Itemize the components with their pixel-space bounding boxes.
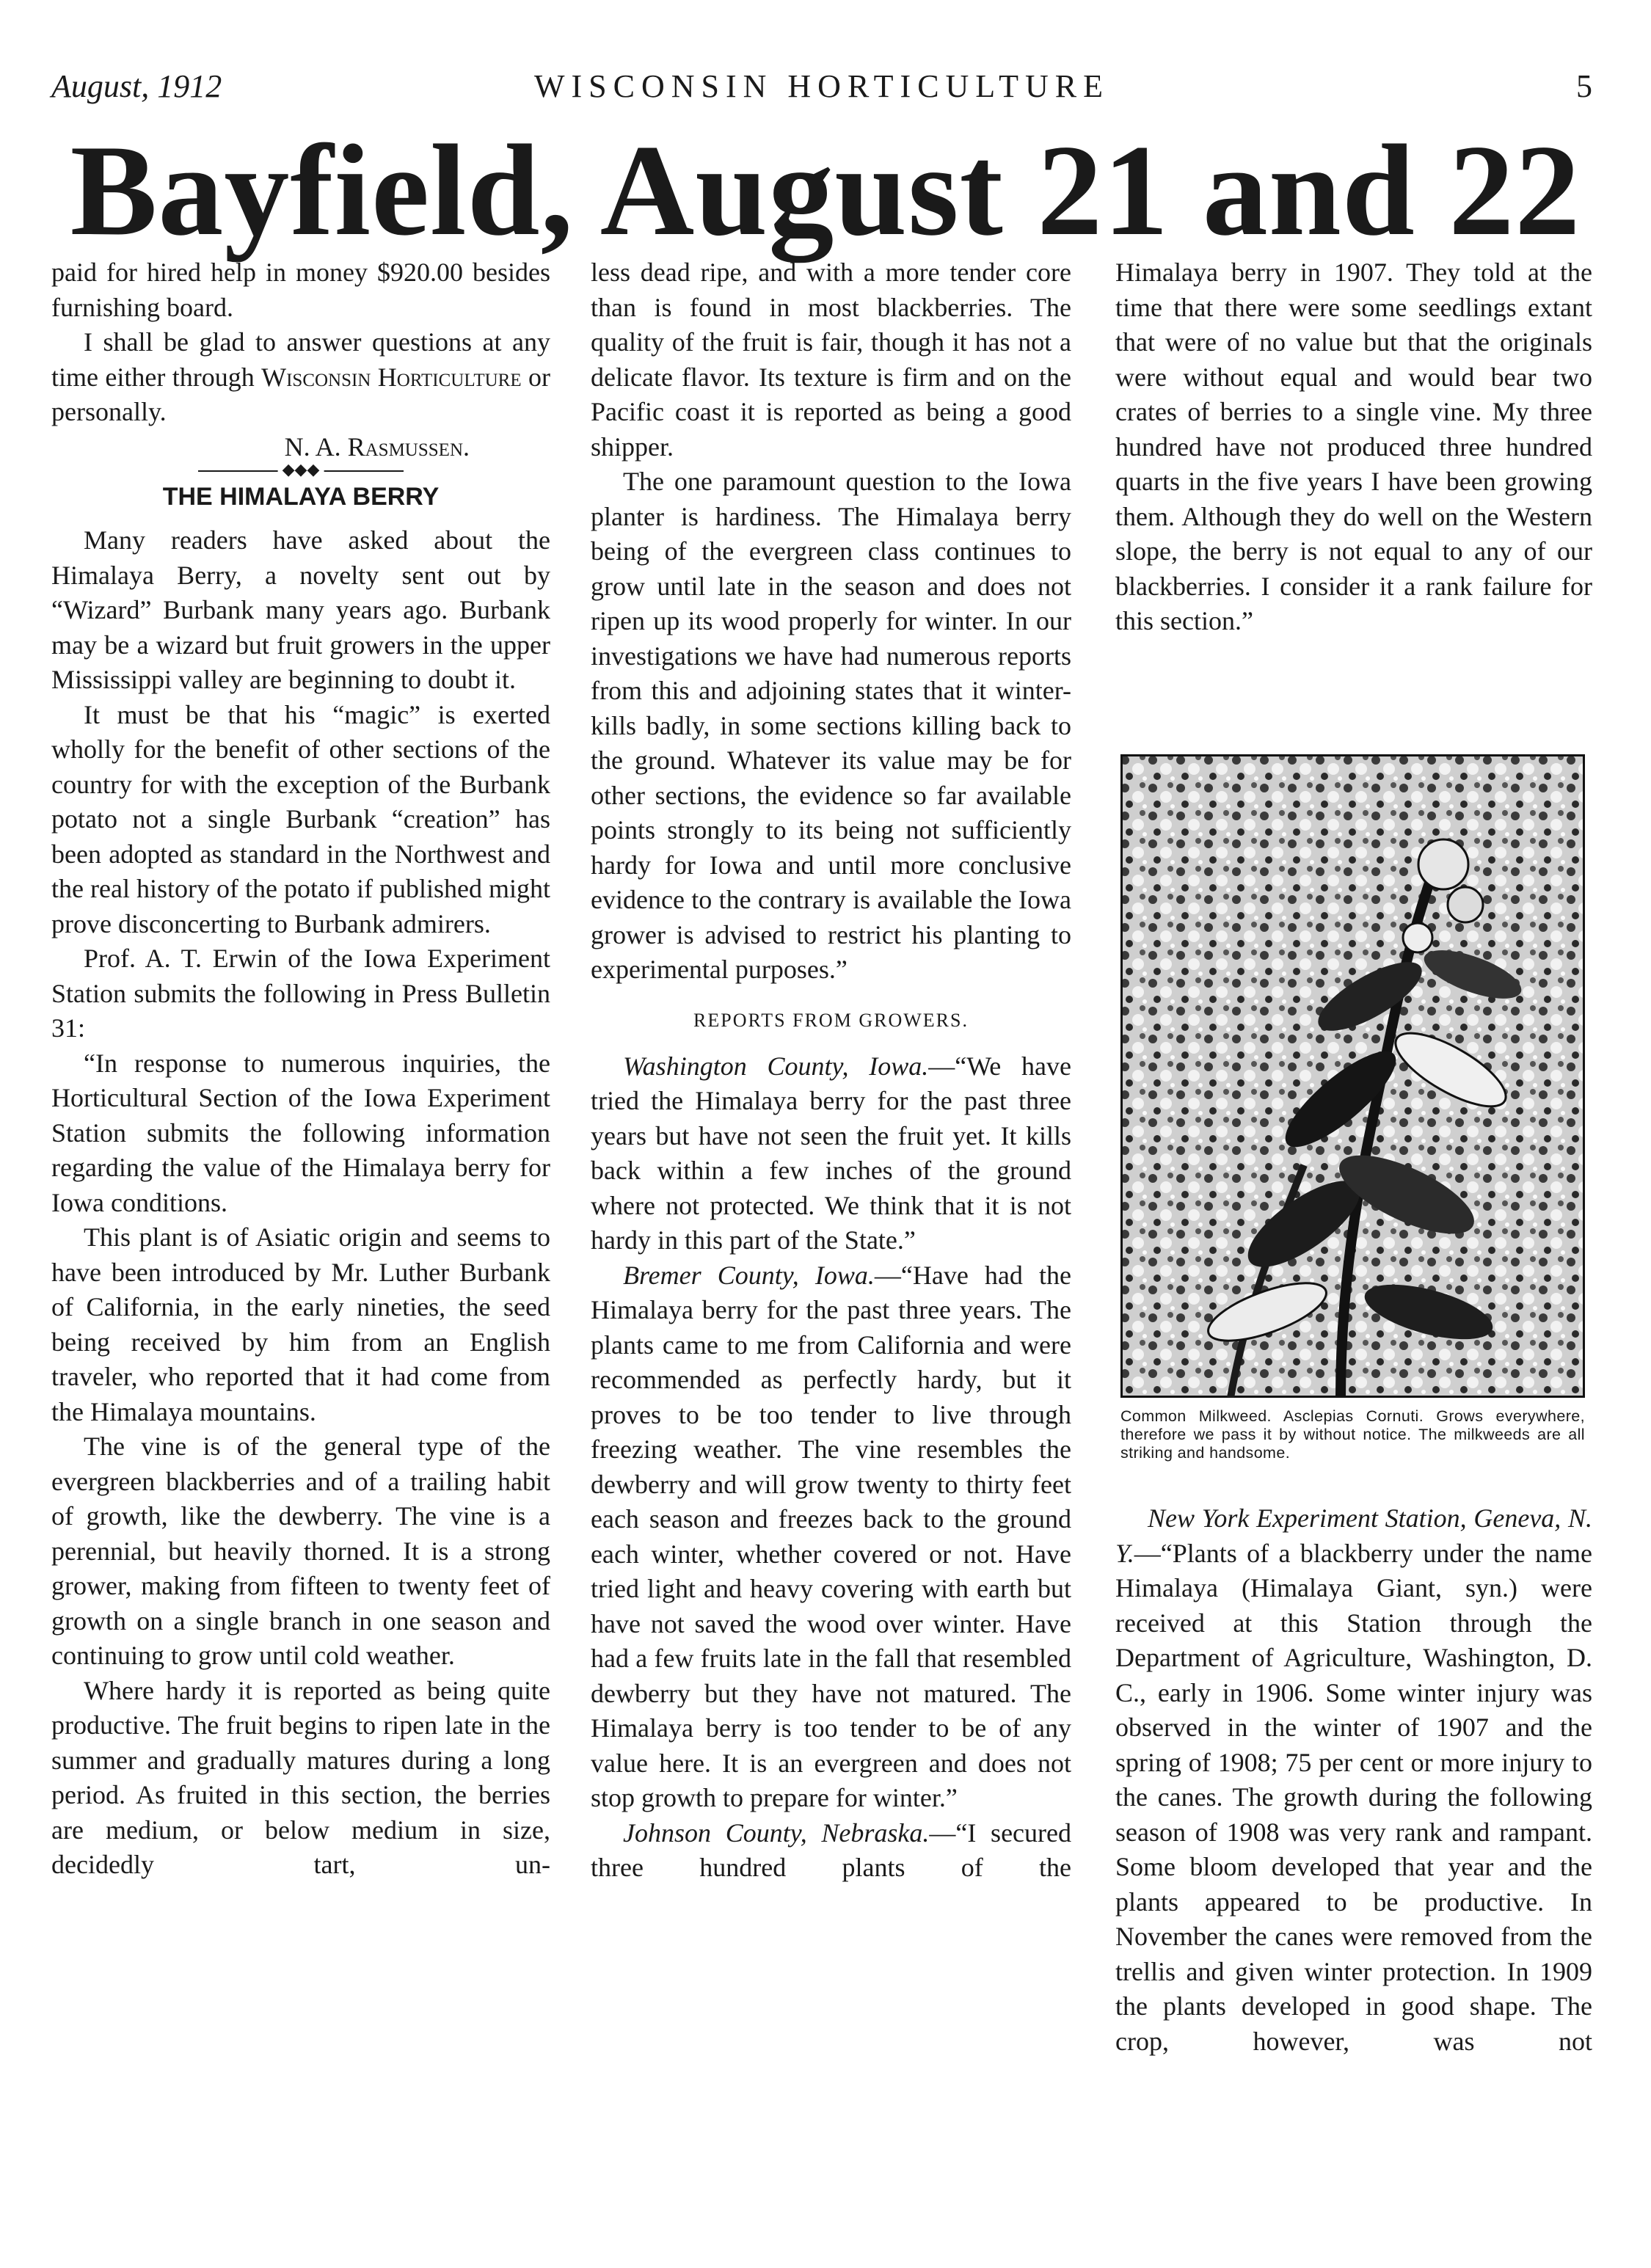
paragraph: paid for hired help in money $920.00 besides furnishing board. xyxy=(51,258,550,322)
journal-title: WISCONSIN HORTICULTURE xyxy=(533,68,1110,104)
report-location: New York Experiment Station, Geneva, N. Y. xyxy=(1115,1503,1592,1568)
paragraph: I shall be glad to answer questions at any time either through Wisconsin Horticulture or personally. xyxy=(51,327,550,426)
paragraph: Himalaya berry in 1907. They told at the time that there were some seedlings extant that were of no value but that the originals were without equal and would bear two crates of berries to a single vine. My three hundred have not produced three hundred quarts in the five years I have been growing them. Although they do well on the Western slope, the berry is not equal to any of our blackberries. I consider it a rank failure for this section.” xyxy=(1115,258,1592,635)
section-divider xyxy=(198,460,404,478)
issue-date: August, 1912 xyxy=(51,68,222,104)
grower-report: Bremer County, Iowa.—“Have had the Himalaya berry for the past three years. The plants came to me from California and were recommended as perfectly hardy, but it proves to be too tender to live through freezing weather. The vine resembles the dewberry and will grow twenty to thirty feet each season and freezes back to the ground each winter, whether covered or not. Have tried light and heavy covering with earth but have not saved the wood over winter. Have had a few fruits late in the fall that resembled dewberry but they have not matured. The Himalaya berry is too tender to be of any value here. It is an evergreen and does not stop growth to prepare for winter.” xyxy=(591,1260,1071,1812)
subsection-title: REPORTS FROM GROWERS. xyxy=(693,1009,969,1031)
report-location: Bremer County, Iowa. xyxy=(623,1260,875,1290)
journal-name: Wisconsin Horticulture xyxy=(261,362,522,392)
report-location: Washington County, Iowa. xyxy=(623,1051,929,1081)
paragraph: Many readers have asked about the Himalaya Berry, a novelty sent out by “Wizard” Burbank many years ago. Burbank may be a wizard but fruit growers in the upper Mississippi valley are beginning to doubt it. xyxy=(51,525,550,694)
running-header xyxy=(51,68,1592,112)
paragraph: This plant is of Asiatic origin and seems to have been introduced by Mr. Luther Burbank of California, in the early nineties, the seed being received by him from an English traveler, who reported that it had come from the Himalaya mountains. xyxy=(51,1222,550,1426)
column-3 xyxy=(1115,255,1592,639)
paragraph: “In response to numerous inquiries, the Horticultural Section of the Iowa Experiment Station submits the following information regarding the value of the Himalaya berry for Iowa conditions. xyxy=(51,1048,550,1217)
paragraph: The one paramount question to the Iowa planter is hardiness. The Himalaya berry being of the evergreen class continues to grow until late in the season and does not ripen up its wood properly for winter. In our investigations we have had numerous reports from this and adjoining states that it winter-kills badly, in some sections killing back to the ground. Whatever its value may be for other sections, the evidence so far available points strongly to its being not sufficiently hardy for Iowa and until more conclusive evidence to the contrary is available the Iowa grower is advised to restrict his planting to experimental purposes.” xyxy=(591,467,1071,984)
photo-caption: Common Milkweed. Asclepias Cornuti. Grows everywhere, therefore we pass it by without notice. The milkweeds are all striking and handsome. xyxy=(1120,1407,1585,1462)
page-number: 5 xyxy=(1576,68,1592,104)
section-title: THE HIMALAYA BERRY xyxy=(162,483,440,511)
signature: N. A. Rasmussen. xyxy=(284,431,470,462)
report-location: Johnson County, Nebraska. xyxy=(623,1817,930,1848)
paragraph: Where hardy it is reported as being quite productive. The fruit begins to ripen late in the summer and gradually matures during a long period. As fruited in this section, the berries are medium, or below medium in size, decidedly tart, un- xyxy=(51,1675,550,1879)
paragraph: It must be that his “magic” is exerted wholly for the benefit of other sections of the country for with the exception of the Burbank potato not a single Burbank “creation” has been adopted as standard in the Northwest and the real history of the potato if published might prove disconcerting to Burbank admirers. xyxy=(51,699,550,938)
paragraph: Prof. A. T. Erwin of the Iowa Experiment Station submits the following in Press Bulletin 31: xyxy=(51,944,550,1043)
column-3-continued xyxy=(1115,1501,1592,2059)
grower-report: Washington County, Iowa.—“We have tried the Himalaya berry for the past three years but have not seen the fruit yet. It kills back within a few inches of the ground where not protected. We think that it is not hardy in this part of the State.” xyxy=(591,1051,1072,1255)
column-1 xyxy=(51,255,550,1883)
grower-report: New York Experiment Station, Geneva, N. Y.—“Plants of a blackberry under the name Himalaya (Himalaya Giant, syn.) were received at this Station through the Department of Agriculture, Washington, D. C., early in 1906. Some winter injury was observed in the winter of 1907 and the spring of 1908; 75 per cent or more injury to the canes. The growth during the following season of 1908 was very rank and rampant. Some bloom developed that year and the plants appeared to be productive. In November the canes were removed from the trellis and given winter protection. In 1909 the plants developed in good shape. The crop, however, was not xyxy=(1115,1503,1592,2056)
meeting-headline: Bayfield, August 21 and 22 xyxy=(70,117,1581,263)
plant-photo-icon xyxy=(1120,754,1585,1398)
ornament-icon: ◆◆◆ xyxy=(278,462,324,478)
paragraph: The vine is of the general type of the evergreen blackberries and of a trailing habit of growth, like the dewberry. The vine is a perennial, but heavily thorned. It is a strong grower, making from fifteen to twenty feet of growth on a single branch in one season and continuing to grow until cold weather. xyxy=(51,1432,550,1670)
paragraph: less dead ripe, and with a more tender core than is found in most blackberries. The quality of the fruit is fair, though it has not a delicate flavor. Its texture is firm and on the Pacific coast it is reported as being a good shipper. xyxy=(591,258,1071,462)
grower-report: Johnson County, Nebraska.—“I secured three hundred plants of the xyxy=(591,1817,1071,1882)
column-2 xyxy=(591,255,1071,1886)
milkweed-photograph xyxy=(1120,754,1585,1398)
